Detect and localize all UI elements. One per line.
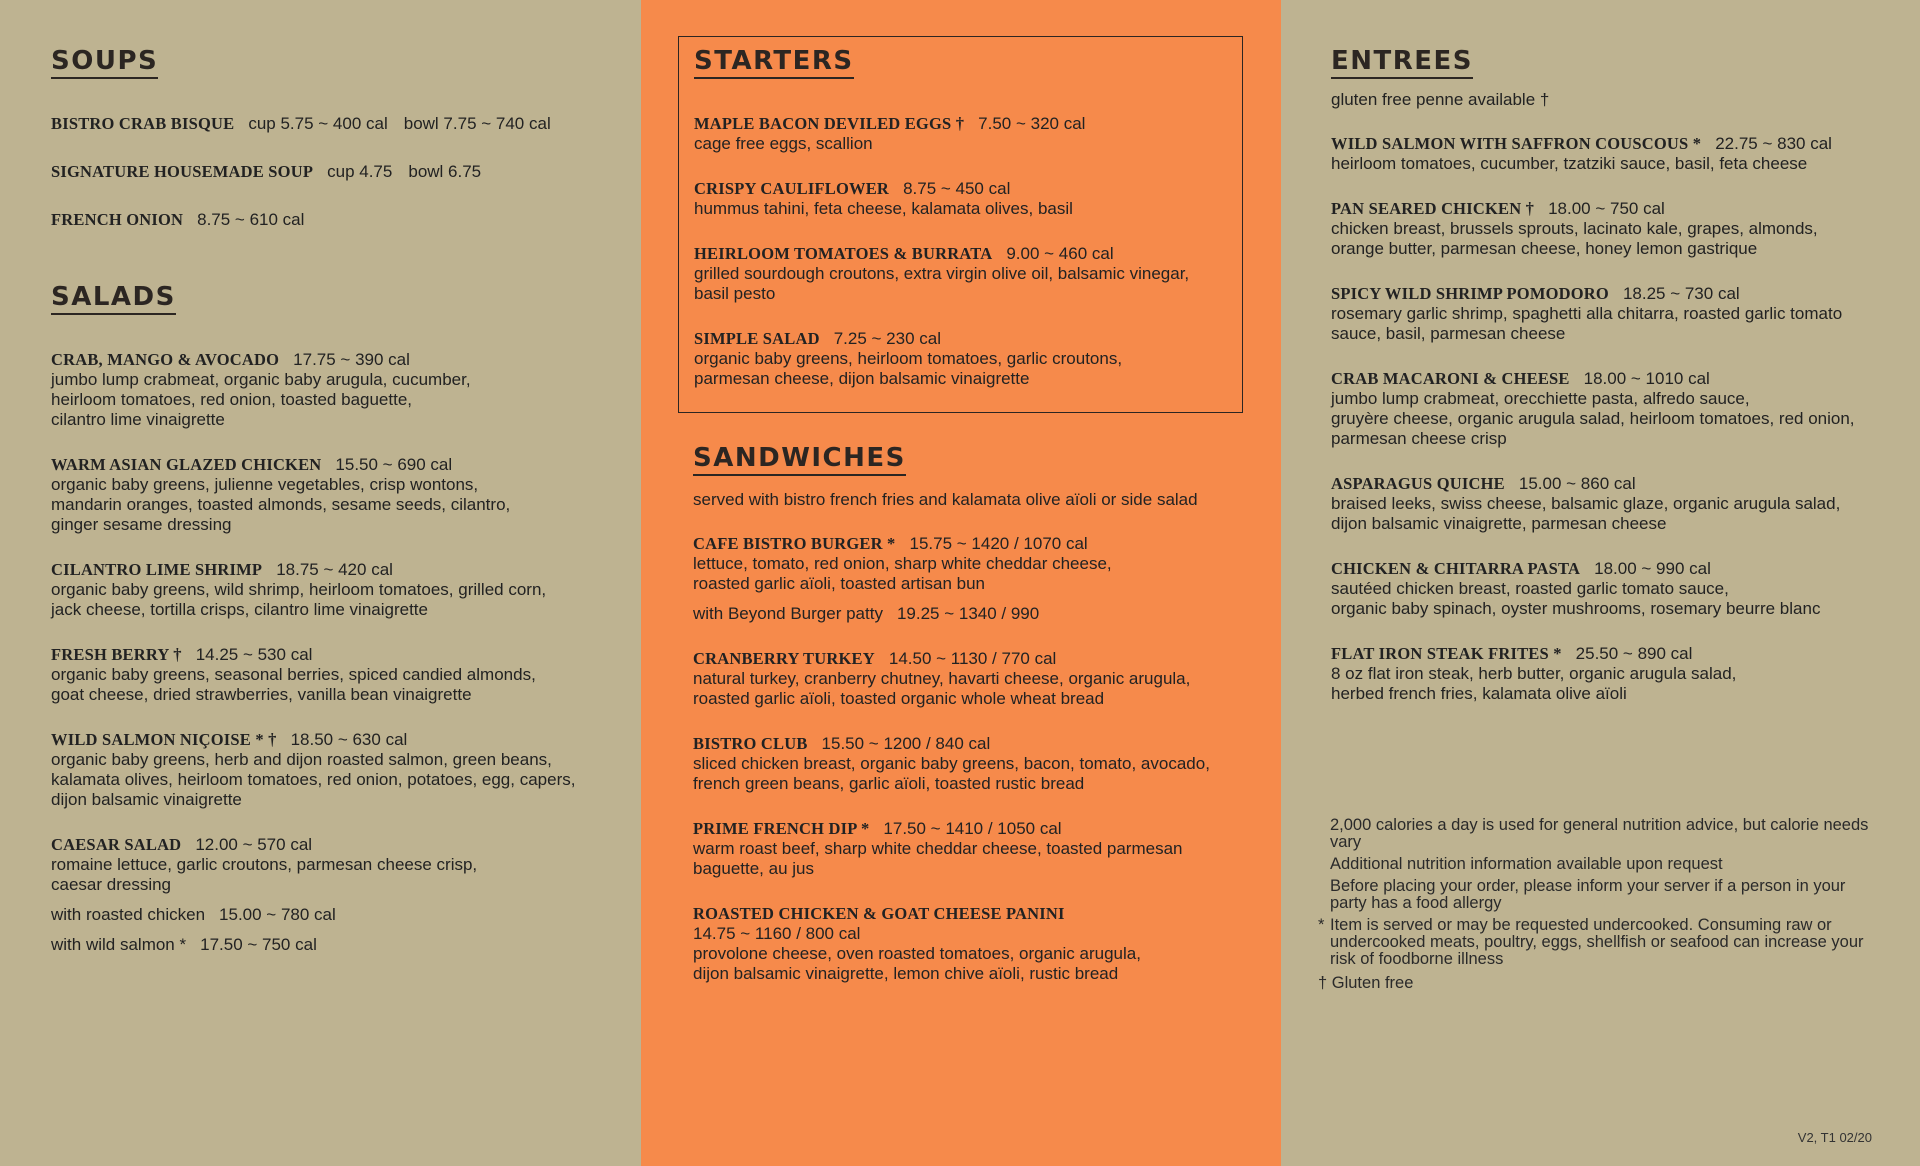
menu-item-description: roasted garlic aïoli, toasted organic whole wheat bread bbox=[693, 689, 1105, 708]
menu-item-name: FLAT IRON STEAK FRITES * bbox=[1331, 644, 1562, 663]
menu-item-price: 15.50 ~ 1200 / 840 cal bbox=[821, 734, 991, 753]
menu-item-description: organic baby spinach, oyster mushrooms, rosemary beurre blanc bbox=[1331, 599, 1821, 618]
menu-item-line bbox=[1331, 284, 1890, 304]
menu-item-addon bbox=[693, 604, 1253, 624]
menu-item-line bbox=[694, 329, 1242, 349]
menu-item-line bbox=[1331, 559, 1890, 579]
menu-item-name: PRIME FRENCH DIP * bbox=[693, 819, 870, 838]
menu-item bbox=[1331, 199, 1890, 259]
menu-item bbox=[51, 455, 601, 535]
menu-item-price: 18.25 ~ 730 cal bbox=[1622, 284, 1740, 303]
menu-item-name: WILD SALMON NIÇOISE * † bbox=[51, 730, 277, 749]
menu-item-description: organic baby greens, wild shrimp, heirloom tomatoes, grilled corn, bbox=[51, 580, 547, 599]
menu-item-price-alt: bowl 6.75 bbox=[408, 162, 482, 181]
menu-item-name: ROASTED CHICKEN & GOAT CHEESE PANINI bbox=[693, 904, 1065, 923]
footnote-allergy: Before placing your order, please inform your server if a person in your party has a food allergy bbox=[1330, 877, 1846, 912]
menu-item-line bbox=[693, 819, 1253, 839]
menu-item-name: CRAB, MANGO & AVOCADO bbox=[51, 350, 280, 369]
menu-item-addon bbox=[51, 905, 601, 925]
menu-item-description: roasted garlic aïoli, toasted artisan bun bbox=[693, 574, 986, 593]
menu-item-price: 25.50 ~ 890 cal bbox=[1575, 644, 1693, 663]
menu-item-line bbox=[694, 179, 1242, 199]
menu-item bbox=[51, 645, 601, 705]
starters-list bbox=[694, 114, 1242, 389]
menu-item-price: 7.25 ~ 230 cal bbox=[833, 329, 941, 348]
menu-item bbox=[693, 904, 1253, 984]
menu-item-name: WARM ASIAN GLAZED CHICKEN bbox=[51, 455, 322, 474]
menu-item-description: heirloom tomatoes, red onion, toasted baguette, bbox=[51, 390, 413, 409]
menu-item-price: 7.50 ~ 320 cal bbox=[978, 114, 1086, 133]
addon-label: with Beyond Burger patty bbox=[693, 604, 883, 623]
menu-item-name: FRESH BERRY † bbox=[51, 645, 182, 664]
entrees-heading: ENTREES bbox=[1331, 46, 1473, 79]
menu-item bbox=[1331, 369, 1890, 449]
menu-item-description: sautéed chicken breast, roasted garlic tomato sauce, bbox=[1331, 579, 1729, 598]
menu-item-description: provolone cheese, oven roasted tomatoes, organic arugula, bbox=[693, 944, 1141, 963]
menu-item bbox=[1331, 134, 1890, 174]
menu-item bbox=[1331, 474, 1890, 534]
menu-item bbox=[694, 244, 1242, 304]
menu-item-name: FRENCH ONION bbox=[51, 210, 184, 229]
menu-item-description: lettuce, tomato, red onion, sharp white cheddar cheese, bbox=[693, 554, 1112, 573]
menu-item-price: cup 5.75 ~ 400 cal bbox=[248, 114, 388, 133]
menu-item bbox=[51, 162, 601, 182]
menu-item-description: organic baby greens, heirloom tomatoes, garlic croutons, bbox=[694, 349, 1123, 368]
sandwiches-note: served with bistro french fries and kalamata olive aïoli or side salad bbox=[693, 490, 1198, 509]
menu-item-addon bbox=[51, 935, 601, 955]
menu-item-description: gruyère cheese, organic arugula salad, heirloom tomatoes, red onion, bbox=[1331, 409, 1855, 428]
footnote-calories: 2,000 calories a day is used for general nutrition advice, but calorie needs vary bbox=[1330, 816, 1869, 851]
menu-item-description: dijon balsamic vinaigrette, lemon chive aïoli, rustic bread bbox=[693, 964, 1119, 983]
menu-item-price: 18.00 ~ 750 cal bbox=[1548, 199, 1665, 218]
menu-item-price: 9.00 ~ 460 cal bbox=[1006, 244, 1114, 263]
menu-item-description: rosemary garlic shrimp, spaghetti alla chitarra, roasted garlic tomato bbox=[1331, 304, 1843, 323]
menu-item-description: ginger sesame dressing bbox=[51, 515, 232, 534]
menu-item bbox=[51, 730, 601, 810]
menu-item bbox=[1331, 644, 1890, 704]
menu-item-price: 14.25 ~ 530 cal bbox=[195, 645, 313, 664]
menu-item-line bbox=[51, 114, 601, 134]
menu-item-price: 18.00 ~ 990 cal bbox=[1594, 559, 1711, 578]
menu-item-description: cilantro lime vinaigrette bbox=[51, 410, 225, 429]
entrees-list bbox=[1331, 134, 1890, 704]
menu-item-name: SIGNATURE HOUSEMADE SOUP bbox=[51, 162, 314, 181]
menu-item-name: CAESAR SALAD bbox=[51, 835, 182, 854]
starters-box bbox=[678, 36, 1243, 413]
footnote-raw: Item is served or may be requested undercooked. Consuming raw or undercooked meats, poultry, eggs, shellfish or seafood can increase your risk of foodborne illness bbox=[1330, 916, 1864, 968]
menu-item bbox=[51, 560, 601, 620]
menu-item-name: CRANBERRY TURKEY bbox=[693, 649, 875, 668]
menu-item-name: ASPARAGUS QUICHE bbox=[1331, 474, 1505, 493]
menu-item-line bbox=[1331, 134, 1890, 154]
menu-item-name: HEIRLOOM TOMATOES & BURRATA bbox=[694, 244, 993, 263]
menu-item-description: cage free eggs, scallion bbox=[694, 134, 873, 153]
menu-item-description: grilled sourdough croutons, extra virgin olive oil, balsamic vinegar, bbox=[694, 264, 1190, 283]
menu-item-description: kalamata olives, heirloom tomatoes, red onion, potatoes, egg, capers, bbox=[51, 770, 576, 789]
addon-label: with roasted chicken bbox=[51, 905, 206, 924]
menu-item-description: heirloom tomatoes, cucumber, tzatziki sauce, basil, feta cheese bbox=[1331, 154, 1808, 173]
left-column bbox=[0, 0, 641, 1166]
menu-item-description: french green beans, garlic aïoli, toasted rustic bread bbox=[693, 774, 1085, 793]
menu-item bbox=[693, 649, 1253, 709]
menu-item-description: hummus tahini, feta cheese, kalamata olives, basil bbox=[694, 199, 1073, 218]
menu-item bbox=[51, 350, 601, 430]
menu-item-description: dijon balsamic vinaigrette, parmesan cheese bbox=[1331, 514, 1667, 533]
menu-item-price: 22.75 ~ 830 cal bbox=[1715, 134, 1832, 153]
menu-item bbox=[693, 734, 1253, 794]
salads-heading: SALADS bbox=[51, 282, 176, 315]
menu-item-line bbox=[1331, 199, 1890, 219]
menu-item-line bbox=[51, 210, 601, 230]
menu-item-name: WILD SALMON WITH SAFFRON COUSCOUS * bbox=[1331, 134, 1702, 153]
menu-item-line bbox=[51, 730, 601, 750]
menu-item-description: herbed french fries, kalamata olive aïoli bbox=[1331, 684, 1627, 703]
sandwiches-section bbox=[693, 443, 1253, 984]
menu-item-price: 15.00 ~ 860 cal bbox=[1518, 474, 1636, 493]
menu-item-name: BISTRO CLUB bbox=[693, 734, 808, 753]
menu-item-name: SIMPLE SALAD bbox=[694, 329, 820, 348]
menu-item-name: BISTRO CRAB BISQUE bbox=[51, 114, 235, 133]
soups-heading: SOUPS bbox=[51, 46, 158, 79]
menu-item bbox=[693, 534, 1253, 624]
menu-item-line bbox=[1331, 644, 1890, 664]
menu-item-price-alt: bowl 7.75 ~ 740 cal bbox=[403, 114, 551, 133]
menu-item-description: jumbo lump crabmeat, orecchiette pasta, alfredo sauce, bbox=[1331, 389, 1750, 408]
menu-item-description: parmesan cheese crisp bbox=[1331, 429, 1507, 448]
menu-item-line bbox=[693, 649, 1253, 669]
menu-item-name: MAPLE BACON DEVILED EGGS † bbox=[694, 114, 965, 133]
addon-price: 19.25 ~ 1340 / 990 bbox=[896, 604, 1040, 623]
menu-item-name: CRISPY CAULIFLOWER bbox=[694, 179, 890, 198]
menu-item-description: orange butter, parmesan cheese, honey lemon gastrique bbox=[1331, 239, 1758, 258]
menu-item-price: cup 4.75 bbox=[327, 162, 393, 181]
version-label: V2, T1 02/20 bbox=[1797, 1130, 1872, 1145]
menu-item-description: sliced chicken breast, organic baby greens, bacon, tomato, avocado, bbox=[693, 754, 1210, 773]
menu-item-name: PAN SEARED CHICKEN † bbox=[1331, 199, 1535, 218]
menu-item-description: organic baby greens, seasonal berries, spiced candied almonds, bbox=[51, 665, 536, 684]
menu-item-price: 17.50 ~ 1410 / 1050 cal bbox=[883, 819, 1062, 838]
menu-item bbox=[1331, 559, 1890, 619]
menu-item bbox=[51, 835, 601, 955]
menu-item-description: natural turkey, cranberry chutney, havarti cheese, organic arugula, bbox=[693, 669, 1191, 688]
menu-item-price: 14.50 ~ 1130 / 770 cal bbox=[888, 649, 1057, 668]
menu-item-name: CILANTRO LIME SHRIMP bbox=[51, 560, 263, 579]
menu-item-name: CHICKEN & CHITARRA PASTA bbox=[1331, 559, 1581, 578]
menu-item-line bbox=[51, 835, 601, 855]
menu-item-price: 15.75 ~ 1420 / 1070 cal bbox=[909, 534, 1088, 553]
menu-item-price: 8.75 ~ 450 cal bbox=[903, 179, 1011, 198]
menu-item bbox=[1331, 284, 1890, 344]
addon-price: 15.00 ~ 780 cal bbox=[219, 905, 336, 924]
footnote-raw-mark: * bbox=[1318, 916, 1325, 934]
menu-item-name: SPICY WILD SHRIMP POMODORO bbox=[1331, 284, 1609, 303]
menu-item-description: parmesan cheese, dijon balsamic vinaigrette bbox=[694, 369, 1030, 388]
soups-list bbox=[51, 114, 601, 230]
starters-heading: STARTERS bbox=[694, 46, 854, 79]
menu-item-description: 14.75 ~ 1160 / 800 cal bbox=[693, 924, 861, 943]
sandwiches-list bbox=[693, 534, 1253, 984]
menu-item-line bbox=[1331, 369, 1890, 389]
menu-item-line bbox=[694, 244, 1242, 264]
menu-item-line bbox=[693, 734, 1253, 754]
menu-item bbox=[694, 329, 1242, 389]
menu-item-line bbox=[1331, 474, 1890, 494]
menu-item-line bbox=[694, 114, 1242, 134]
menu-item-description: warm roast beef, sharp white cheddar cheese, toasted parmesan bbox=[693, 839, 1183, 858]
menu-item-description: mandarin oranges, toasted almonds, sesame seeds, cilantro, bbox=[51, 495, 511, 514]
menu-item-description: jumbo lump crabmeat, organic baby arugula, cucumber, bbox=[51, 370, 471, 389]
menu-item-price: 15.50 ~ 690 cal bbox=[335, 455, 453, 474]
menu-item-line bbox=[51, 162, 601, 182]
footnote-gluten-free: † Gluten free bbox=[1318, 974, 1414, 992]
menu-item-description: organic baby greens, julienne vegetables, crisp wontons, bbox=[51, 475, 479, 494]
menu-item bbox=[51, 210, 601, 230]
menu-item-price: 18.00 ~ 1010 cal bbox=[1583, 369, 1710, 388]
menu-item-line bbox=[51, 645, 601, 665]
menu-item-description: braised leeks, swiss cheese, balsamic glaze, organic arugula salad, bbox=[1331, 494, 1841, 513]
menu-item-description: baguette, au jus bbox=[693, 859, 814, 878]
menu-item-description: chicken breast, brussels sprouts, lacinato kale, grapes, almonds, bbox=[1331, 219, 1818, 238]
menu-item bbox=[694, 114, 1242, 154]
menu-item-name: CRAB MACARONI & CHEESE bbox=[1331, 369, 1570, 388]
menu-item-price: 12.00 ~ 570 cal bbox=[195, 835, 313, 854]
menu-item bbox=[51, 114, 601, 134]
menu-item-line bbox=[51, 350, 601, 370]
menu-item-price: 18.75 ~ 420 cal bbox=[276, 560, 393, 579]
menu-item-description: 8 oz flat iron steak, herb butter, organic arugula salad, bbox=[1331, 664, 1737, 683]
menu-item-line bbox=[51, 455, 601, 475]
footnote-nutrition: Additional nutrition information available upon request bbox=[1330, 855, 1723, 873]
menu-item-price: 18.50 ~ 630 cal bbox=[290, 730, 408, 749]
menu-item-name: CAFE BISTRO BURGER * bbox=[693, 534, 896, 553]
middle-column bbox=[641, 0, 1281, 1166]
footnotes bbox=[1318, 817, 1878, 997]
menu-item-price: 17.75 ~ 390 cal bbox=[293, 350, 410, 369]
menu-item-description: caesar dressing bbox=[51, 875, 172, 894]
menu-item-description: sauce, basil, parmesan cheese bbox=[1331, 324, 1566, 343]
addon-price: 17.50 ~ 750 cal bbox=[200, 935, 317, 954]
menu-item-description: dijon balsamic vinaigrette bbox=[51, 790, 242, 809]
menu-item-line bbox=[51, 560, 601, 580]
menu-item-description: organic baby greens, herb and dijon roasted salmon, green beans, bbox=[51, 750, 552, 769]
menu-item-description: goat cheese, dried strawberries, vanilla bean vinaigrette bbox=[51, 685, 472, 704]
menu-item-price: 8.75 ~ 610 cal bbox=[197, 210, 305, 229]
addon-label: with wild salmon * bbox=[51, 935, 187, 954]
menu-item-line bbox=[693, 534, 1253, 554]
menu-item bbox=[694, 179, 1242, 219]
menu-item-line bbox=[693, 904, 1253, 924]
sandwiches-heading: SANDWICHES bbox=[693, 443, 906, 476]
salads-list bbox=[51, 350, 601, 955]
menu-item-description: romaine lettuce, garlic croutons, parmesan cheese crisp, bbox=[51, 855, 478, 874]
menu-item bbox=[693, 819, 1253, 879]
menu-item-description: basil pesto bbox=[694, 284, 776, 303]
menu-item-description: jack cheese, tortilla crisps, cilantro lime vinaigrette bbox=[51, 600, 428, 619]
entrees-note: gluten free penne available † bbox=[1331, 90, 1550, 109]
